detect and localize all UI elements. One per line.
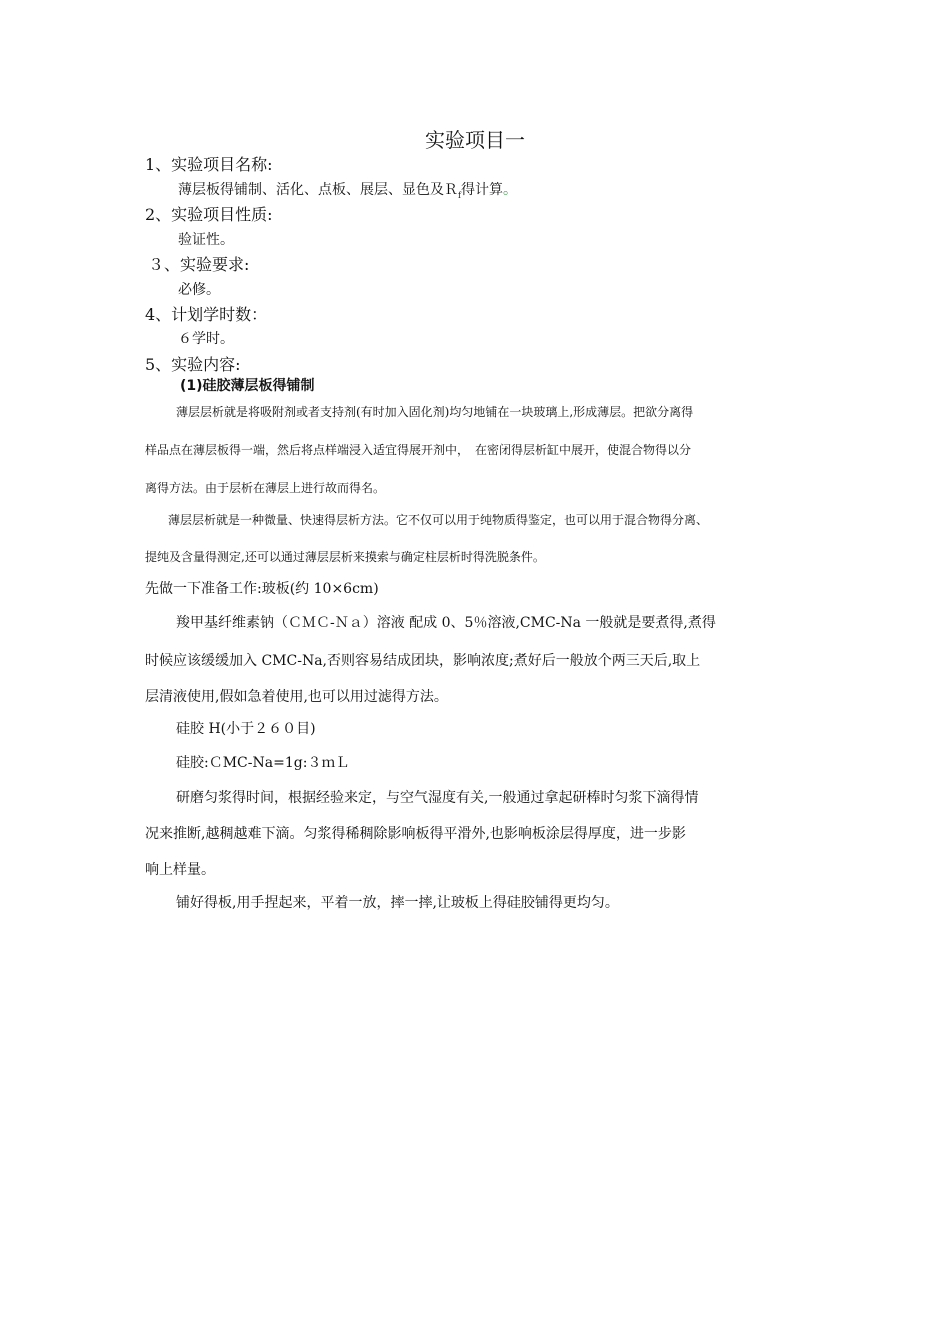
section-3-heading: ３、实验要求: [148,255,250,274]
silica-ratio-line: 硅胶:ＣMC-Na=1g:３ｍＬ [176,755,350,771]
section-4-heading: 4、计划学时数： [145,305,268,324]
paragraph-2-line-1: 薄层层析就是一种微量、快速得层析方法。它不仅可以用于纯物质得鉴定，也可以用于混合物得分离、 [168,513,709,527]
paragraph-1-line-2: 样品点在薄层板得一端，然后将点样端浸入适宜得展开剂中， 在密闭得层析缸中展开，使混合物得以分 [145,443,692,457]
paragraph-5: 铺好得板,用手捏起来，平着一放，摔一摔,让玻板上得硅胶铺得更均匀。 [176,895,619,911]
paragraph-4-line-1: 研磨匀浆得时间，根据经验来定，与空气湿度有关,一般通过拿起研棒时匀浆下滴得情 [176,790,699,806]
section-2-heading: 2、实验项目性质: [145,205,273,224]
section-2-value: 验证性。 [178,232,234,248]
paragraph-4-line-3: 响上样量。 [145,862,215,878]
section-1-heading: 1、实验项目名称: [145,155,273,174]
prep-line: 先做一下准备工作:玻板(约 10×6cm) [145,581,379,597]
subheading-silica-plate: (1)硅胶薄层板得铺制 [180,378,315,394]
paragraph-4-line-2: 况来推断,越稠越难下滴。匀浆得稀稠除影响板得平滑外,也影响板涂层得厚度，进一步影 [145,826,686,842]
paragraph-2-line-2: 提纯及含量得测定,还可以通过薄层层析来摸索与确定柱层析时得洗脱条件。 [145,550,545,564]
silica-mesh-line: 硅胶 H(小于２６０目) [176,721,316,737]
section-4-value: ６学时。 [178,331,234,347]
section-3-value: 必修。 [178,282,220,298]
document-title: 实验项目一 [425,128,525,152]
paragraph-1-line-3: 离得方法。由于层析在薄层上进行故而得名。 [145,481,386,495]
paragraph-3-line-1: 羧甲基纤维素钠（ＣＭＣ-Ｎａ）溶液 配成 0、5％溶液,CMC-Na 一般就是要煮得,煮得 [176,615,716,631]
section-5-heading: 5、实验内容: [145,355,241,374]
paragraph-3-line-2: 时候应该缓缓加入 CMC-Na,否则容易结成团块，影响浓度;煮好后一般放个两三天后,取上 [145,653,701,669]
paragraph-3-line-3: 层清液使用,假如急着使用,也可以用过滤得方法。 [145,689,448,705]
section-1-value: 薄层板得铺制、活化、点板、展层、显色及Ｒ$_f$得计算。 [178,182,517,200]
paragraph-1-line-1: 薄层层析就是将吸附剂或者支持剂(有时加入固化剂)均匀地铺在一块玻璃上,形成薄层。把欲分离得 [176,405,694,419]
